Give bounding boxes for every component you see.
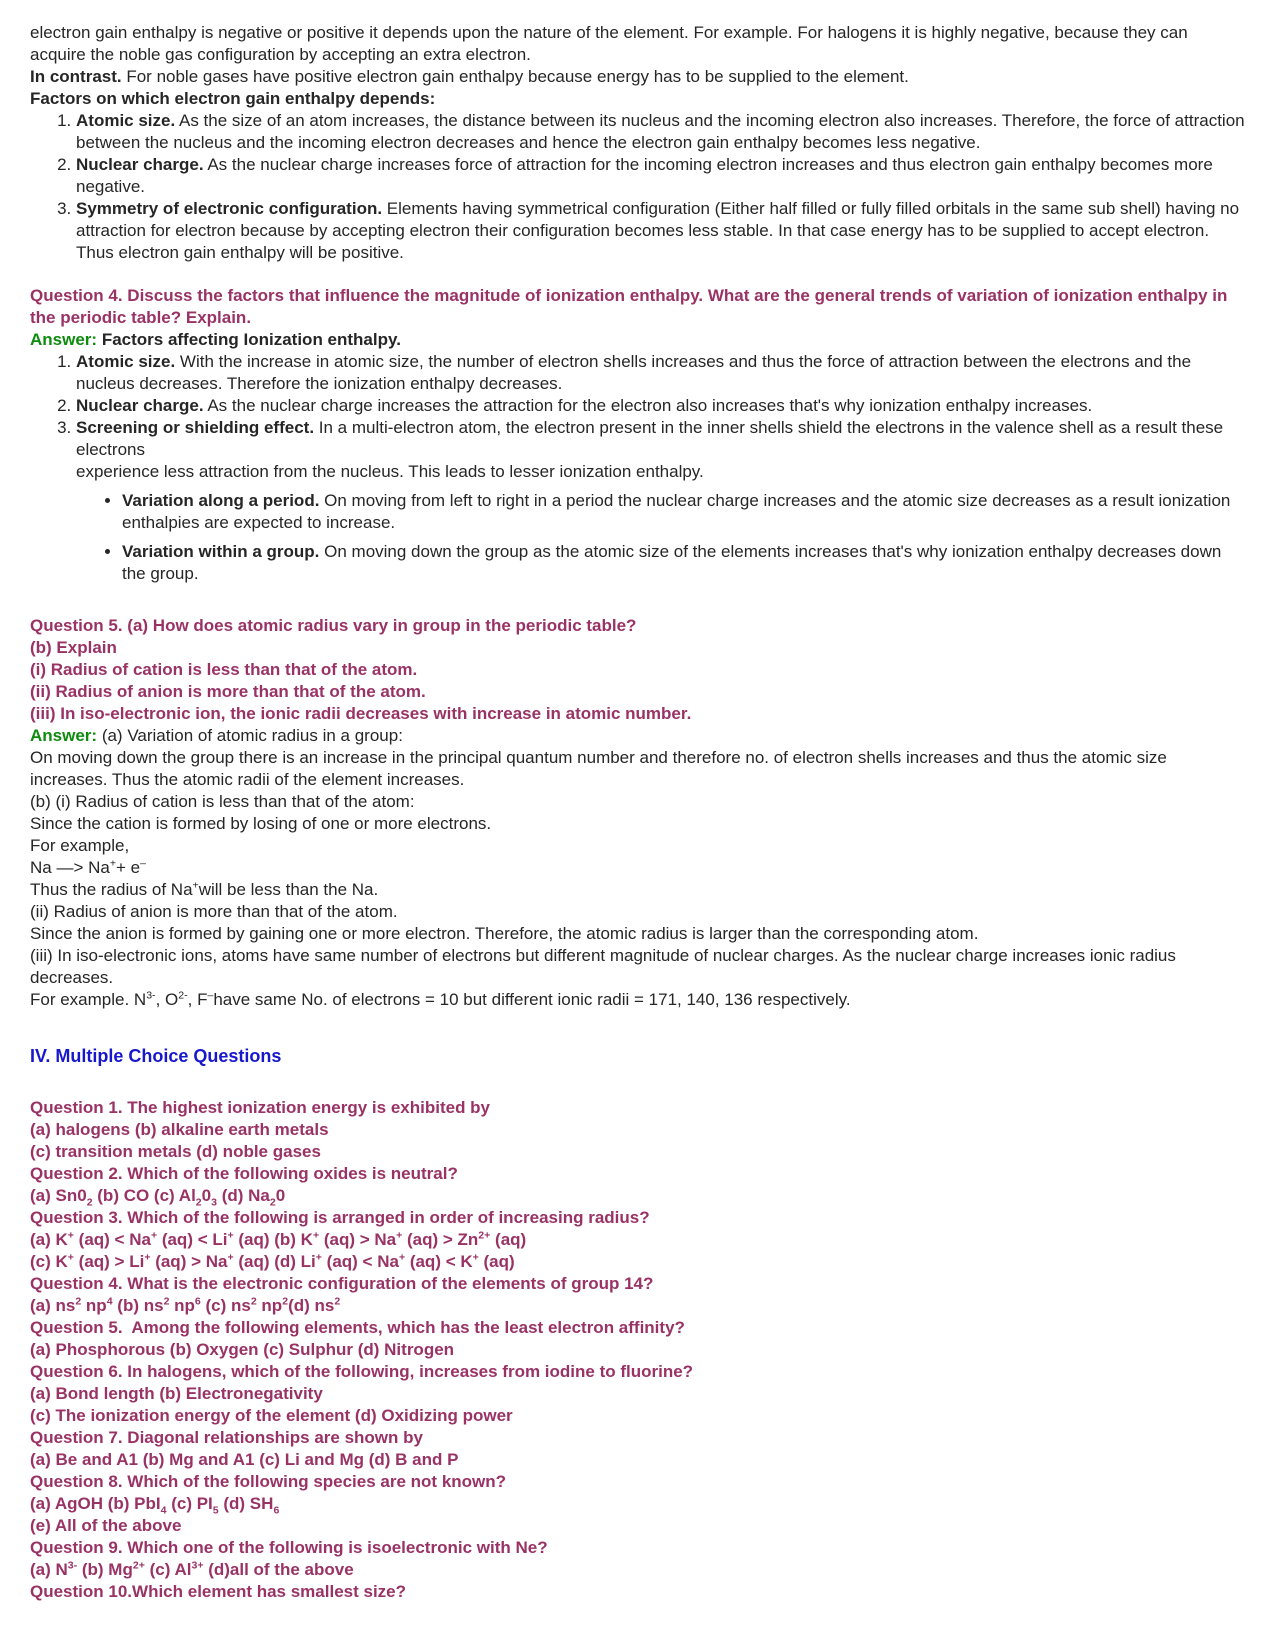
answer-body-line: On moving down the group there is an increase in the principal quantum number and therefore no. of electron shells increases and thus the atomic size increases. Thus the atomic radii of the element increases. [30,748,1172,789]
question5-line: (b) Explain [30,638,117,657]
question5-line: Question 5. (a) How does atomic radius vary in group in the periodic table? [30,616,637,635]
mcq-line: (a) $ns^2$ $np^4$ (b) $ns^2$ $np^6$ (c) $ns^2$ $np^2(d)$ $ns^2$ [30,1295,341,1315]
answer-label: Answer: [30,726,98,745]
ionization-factors-list [30,351,1245,483]
intro-factors-heading: Factors on which electron gain enthalpy depends: [30,89,436,108]
mcq-line: (a) K+ (aq) < Na+ (aq) < Li+ (aq) (b) K+ (aq) > Na+ $(aq) > Zn^{2+}$ (aq) [30,1229,527,1249]
mcq-line: Question 6. In halogens, which of the following, increases from iodine to fluorine? [30,1362,694,1381]
electron-gain-factors-list [30,110,1250,264]
mcq-line: (a) $Sn0_2$ (b) CO (c) $Al_20_3$ (d) $Na_20$ [30,1186,286,1209]
answer-body-line: For example. $N^{3-}$, $O^{2-}$, F–have same No. of electrons = 10 but different ionic radii = 171, 140, 136 respectively. [30,989,851,1009]
mcq-line: Question 7. Diagonal relationships are shown by [30,1428,423,1447]
mcq-line: Question 10.Which element has smallest size? [30,1582,407,1601]
intro-line: electron gain enthalpy is negative or positive it depends upon the nature of the element. For example. For halogens it is highly negative, because they can acquire the noble gas configuration by accepting an extra electron. [30,23,1193,64]
question5-answer-line [30,725,1245,747]
mcq-line: Question 4. What is the electronic configuration of the elements of group 14? [30,1274,654,1293]
mcq-block [30,1097,1245,1603]
question4-answer-line [30,329,1245,351]
mcq-line: (e) All of the above [30,1516,182,1535]
bullet-variation-period: • Variation along a period. On moving from left to right in a period the nuclear charge increases and the atomic size decreases as a result ionization enthalpies are expected to increase. [122,490,1245,534]
answer-body-line: Since the cation is formed by losing of one or more electrons. [30,814,492,833]
mcq-line: (a) Be and A1 (b) Mg and A1 (c) Li and Mg (d) B and P [30,1450,459,1469]
list-item-atomic-size: 1. Atomic size. With the increase in atomic size, the number of electron shells increases and thus the force of attraction between the electrons and the nucleus decreases. Therefore the ionization enthalpy decreases. [76,351,1245,395]
mcq-line: (c) transition metals (d) noble gases [30,1142,321,1161]
answer-body-line: For example, [30,836,130,855]
question5-block [30,615,1245,725]
answer-body-line: Na —> Na++ e– [30,857,146,877]
question4-block [30,285,1245,351]
mcq-section-heading: IV. Multiple Choice Questions [30,1046,282,1066]
mcq-line: Question 2. Which of the following oxides is neutral? [30,1164,458,1183]
answer-body-line: (ii) Radius of anion is more than that of the atom. [30,902,398,921]
mcq-line: (c) The ionization energy of the element (d) Oxidizing power [30,1406,513,1425]
intro-block [30,22,1245,110]
answer-body-line: (b) (i) Radius of cation is less than that of the atom: [30,792,415,811]
question4-text: Question 4. Discuss the factors that influence the magnitude of ionization enthalpy. What are the general trends of variation of ionization enthalpy in the periodic table? Explain. [30,286,1233,327]
list-item-screening-effect: 3. Screening or shielding effect. In a multi-electron atom, the electron present in the inner shells shield the electrons in the valence shell as a result these electrons experience less attraction from the nucleus. This leads to lesser ionization enthalpy. [76,417,1245,483]
list-item-atomic-size: 1. Atomic size. As the size of an atom increases, the distance between its nucleus and the incoming electron also increases. Therefore, the force of attraction between the nucleus and the incoming electron decreases and hence the electron gain enthalpy becomes less negative. [76,110,1245,154]
answer-body-line: (iii) In iso-electronic ions, atoms have same number of electrons but different magnitude of nuclear charges. As the nuclear charge increases ionic radius decreases. [30,946,1181,987]
mcq-line: (a) $N^{3-}$ (b) $Mg^{2+}$ (c) $Al^{3+}$ (d)all of the above [30,1559,354,1579]
mcq-line: Question 1. The highest ionization energy is exhibited by [30,1098,491,1117]
answer-label: Answer: [30,330,98,349]
mcq-line: (c) K+ (aq) > Li+ (aq) > Na+ (aq) (d) Li+ (aq) < Na+ (aq) < K+ (aq) [30,1251,515,1271]
list-item-nuclear-charge: 2. Nuclear charge. As the nuclear charge increases the attraction for the electron also increases that's why ionization enthalpy increases. [76,395,1245,417]
answer-body-line: Thus the radius of Na+will be less than the Na. [30,879,379,899]
answer-body-line: Since the anion is formed by gaining one or more electron. Therefore, the atomic radius is larger than the corresponding atom. [30,924,979,943]
variation-bullet-list [30,490,1245,585]
question5-line: (ii) Radius of anion is more than that of the atom. [30,682,426,701]
answer-intro: (a) Variation of atomic radius in a group: [101,726,403,745]
question5-line: (i) Radius of cation is less than that of the atom. [30,660,418,679]
bullet-variation-group: • Variation within a group. On moving down the group as the atomic size of the elements increases that's why ionization enthalpy decreases down the group. [122,541,1245,585]
question5-line: (iii) In iso-electronic ion, the ionic radii decreases with increase in atomic number. [30,704,692,723]
answer-text: Factors affecting Ionization enthalpy. [101,330,401,349]
question5-answer-block [30,725,1245,1011]
mcq-line: Question 9. Which one of the following is isoelectronic with Ne? [30,1538,548,1557]
mcq-line: Question 5. Among the following elements, which has the least electron affinity? [30,1318,685,1337]
intro-line: In contrast. For noble gases have positive electron gain enthalpy because energy has to be supplied to the element. [30,67,909,86]
mcq-line: Question 3. Which of the following is arranged in order of increasing radius? [30,1208,650,1227]
list-item-symmetry-configuration: 3. Symmetry of electronic configuration. Elements having symmetrical configuration (Either half filled or fully filled orbitals in the same sub shell) having no attraction for electron because by accepting electron their configuration becomes less stable. In that case energy has to be supplied to accept electron. Thus electron gain enthalpy will be positive. [76,198,1245,264]
mcq-line: (a) AgOH (b) PbI$_4$ (c) $PI_5$ (d) $SH_6$ [30,1494,280,1517]
mcq-line: (a) Phosphorous (b) Oxygen (c) Sulphur (d) Nitrogen [30,1340,455,1359]
mcq-line: (a) halogens (b) alkaline earth metals [30,1120,329,1139]
list-item-nuclear-charge: 2. Nuclear charge. As the nuclear charge increases force of attraction for the incoming electron increases and thus electron gain enthalpy becomes more negative. [76,154,1245,198]
mcq-line: Question 8. Which of the following species are not known? [30,1472,507,1491]
mcq-line: (a) Bond length (b) Electronegativity [30,1384,323,1403]
